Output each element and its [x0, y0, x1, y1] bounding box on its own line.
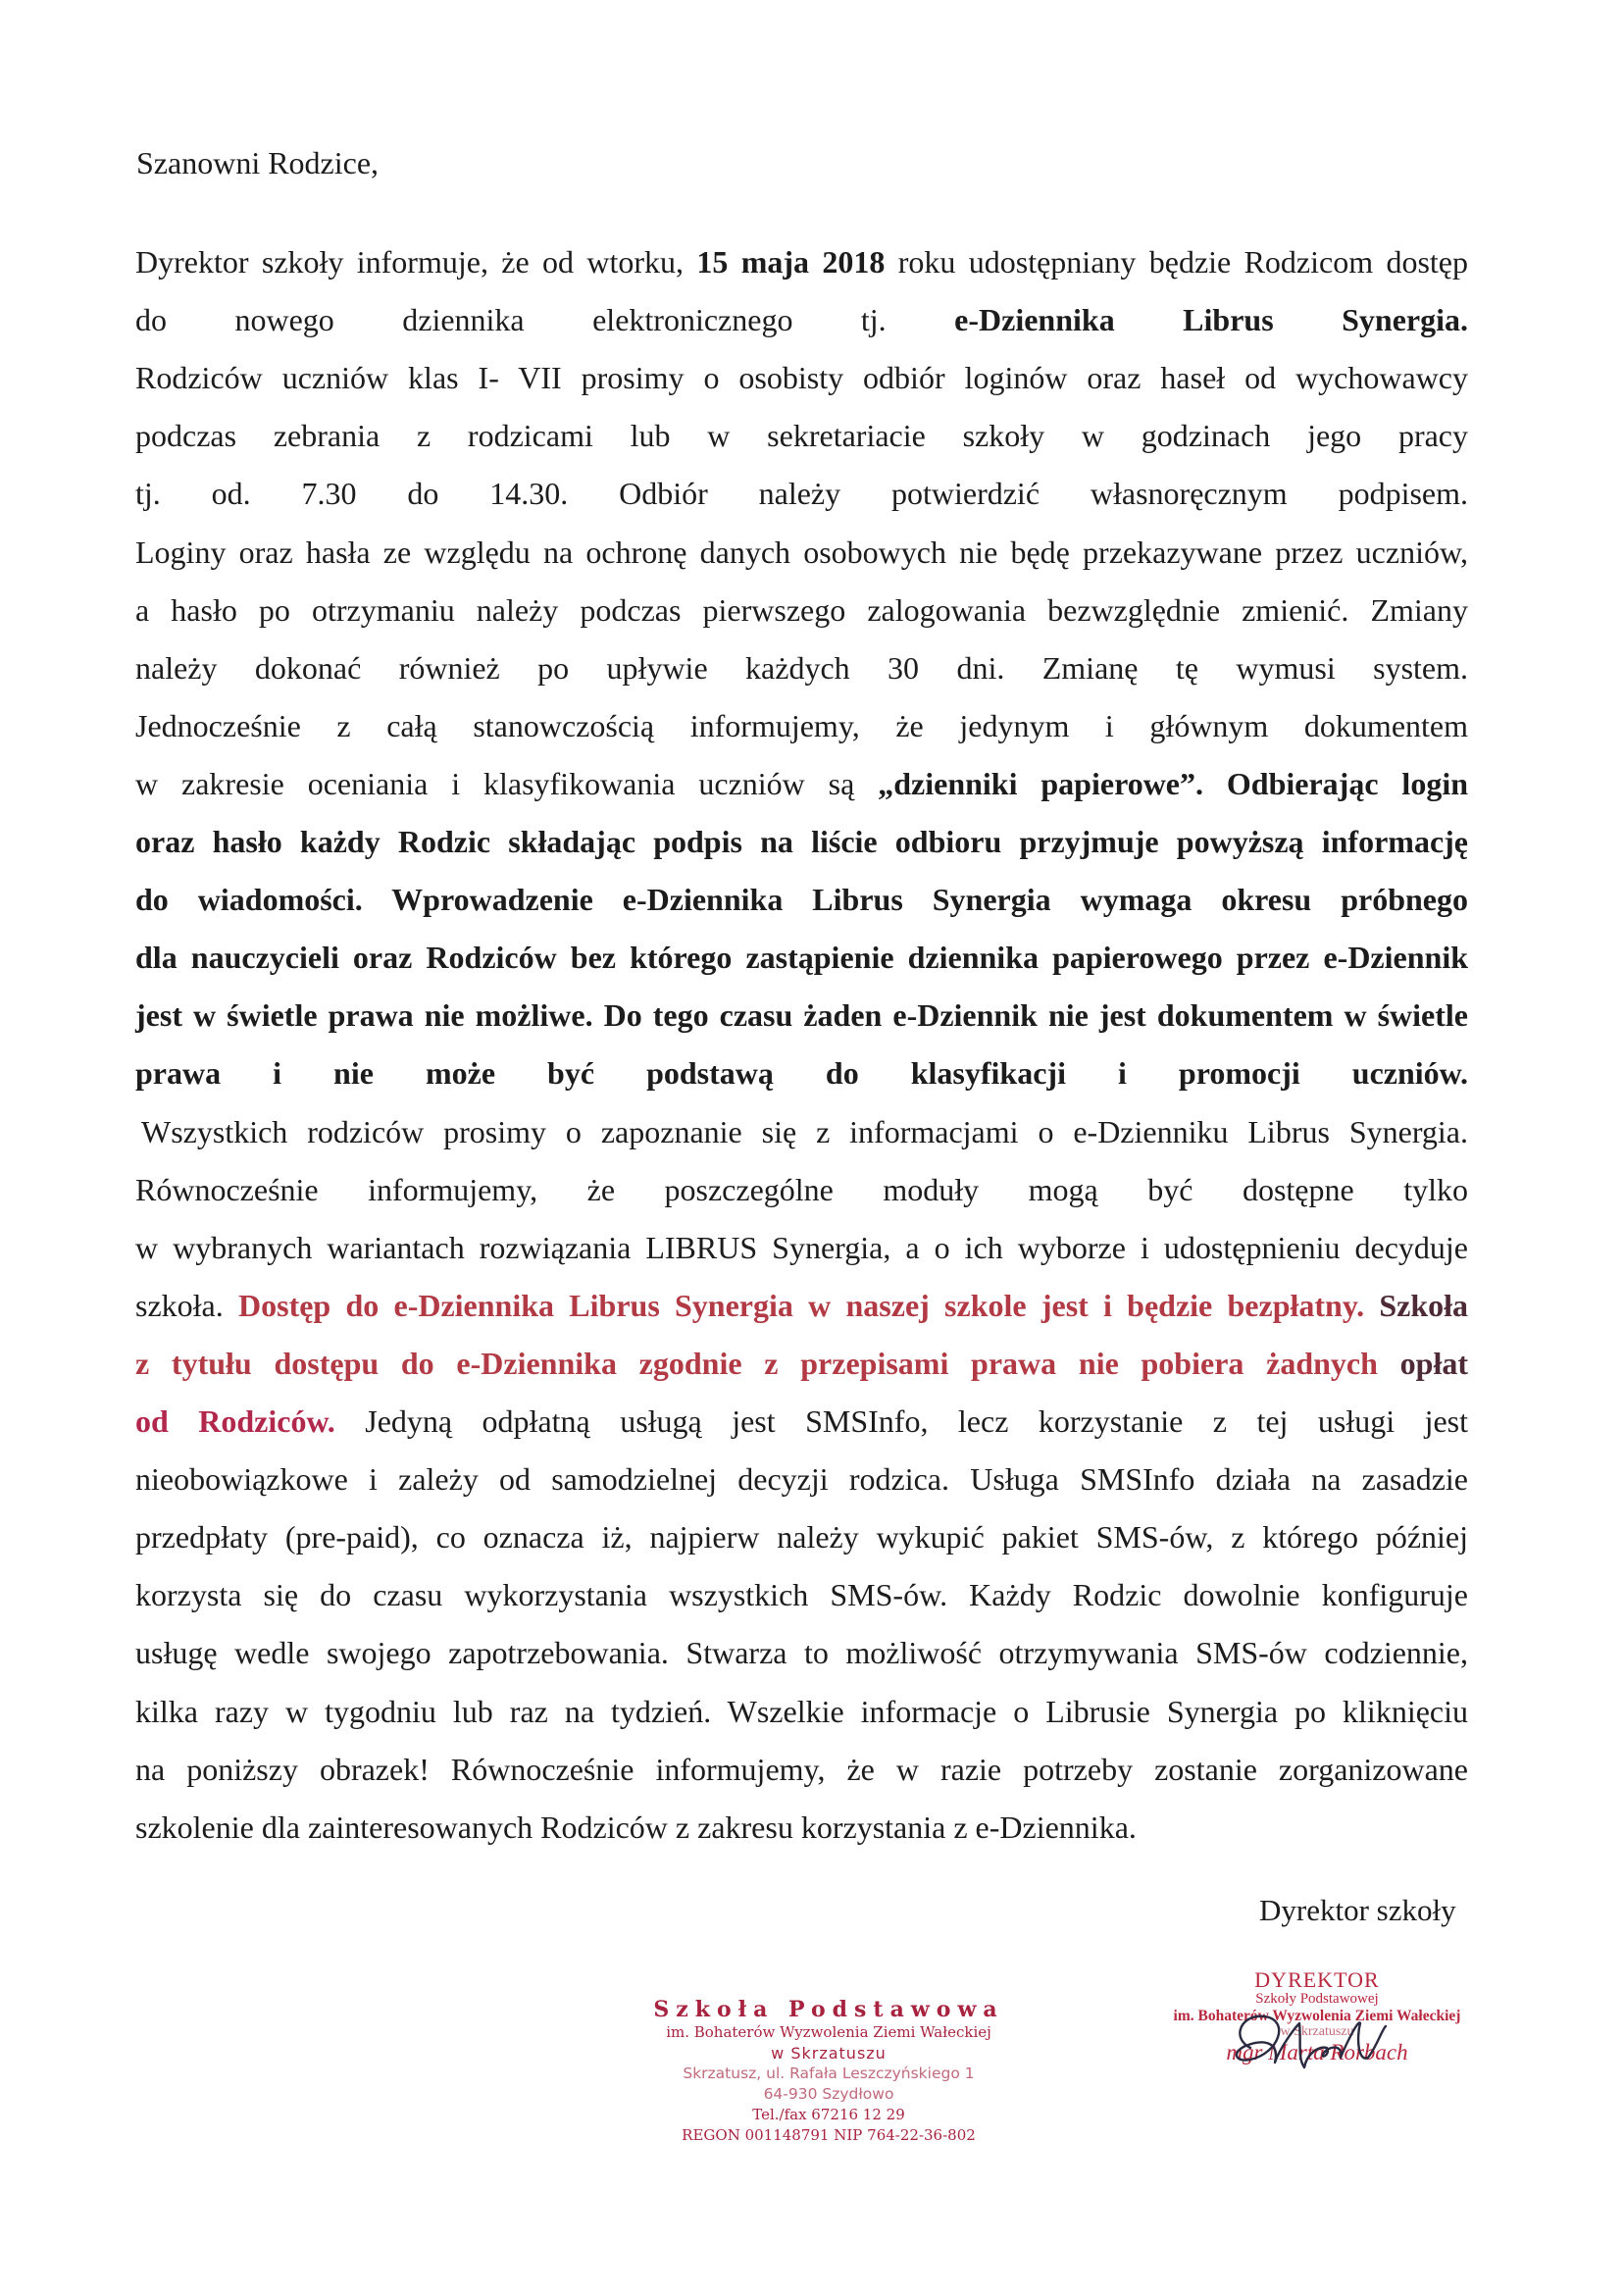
director-stamp-place: w Skrzatuszu	[1280, 2024, 1354, 2039]
bold-text: 15 maja 2018	[696, 244, 886, 280]
text-run: Dyrektor szkoły informuje, że od wtorku,	[135, 244, 697, 280]
letter-line	[135, 880, 1468, 919]
bold-text: do wiadomości. Wprowadzenie e-Dziennika Librus Synergia wymaga okresu próbnego	[135, 882, 1468, 917]
director-stamp-school: Szkoły Podstawowej	[1255, 1991, 1379, 2007]
letter-line	[135, 1750, 1468, 1789]
school-stamp-address: Skrzatusz, ul. Rafała Leszczyńskiego 1	[683, 2065, 975, 2082]
text-run: szkoła.	[135, 1288, 238, 1323]
text-run: w wybranych wariantach rozwiązania LIBRUS Synergia, a o ich wyborze i udostępnieniu decyduje	[135, 1230, 1468, 1265]
text-run: Jedyną odpłatną usługą jest SMSInfo, lecz korzystanie z tej usługi jest	[334, 1403, 1469, 1439]
letter-line	[135, 1228, 1468, 1267]
text-run: Wszystkich rodziców prosimy o zapoznanie się z informacjami o e-Dzienniku Librus Synergia.	[141, 1114, 1468, 1149]
text-run: do nowego dziennika elektronicznego tj.	[135, 302, 955, 337]
text-run: na poniższy obrazek! Równocześnie informujemy, że w razie potrzeby zostanie zorganizowane	[135, 1752, 1468, 1787]
text-run: Rodziców uczniów klas I- VII prosimy o osobisty odbiór loginów oraz haseł od wychowawcy	[135, 360, 1468, 395]
school-stamp-patron: im. Bohaterów Wyzwolenia Ziemi Wałeckiej	[666, 2023, 991, 2041]
handwritten-signature	[1221, 2009, 1417, 2077]
bold-text: prawa i nie może być podstawą do klasyfikacji i promocji uczniów.	[135, 1055, 1468, 1091]
highlighted-text: opłat	[1377, 1346, 1469, 1381]
letter-line	[135, 1808, 1468, 1847]
letter-line	[135, 822, 1468, 861]
letter-line	[135, 1633, 1468, 1672]
school-stamp	[647, 1997, 1010, 2146]
greeting: Szanowni Rodzice,	[136, 145, 380, 180]
text-run: należy dokonać również po upływie każdych 30 dni. Zmianę tę wymusi system.	[135, 650, 1468, 686]
director-stamp-patron: im. Bohaterów Wyzwolenia Ziemi Wałeckiej	[1173, 2008, 1461, 2024]
letter-line	[135, 1459, 1468, 1499]
text-run: szkolenie dla zainteresowanych Rodziców z zakresu korzystania z e-Dziennika.	[135, 1810, 1137, 1845]
letter-line	[135, 1517, 1468, 1556]
director-stamp-title: DYREKTOR	[1254, 1967, 1380, 1992]
text-run: przedpłaty (pre-paid), co oznacza iż, najpierw należy wykupić pakiet SMS-ów, z którego później	[135, 1519, 1468, 1555]
text-run: roku udostępniany będzie Rodzicom dostęp	[885, 244, 1469, 280]
letter-line	[135, 1170, 1468, 1209]
letter-line	[135, 938, 1468, 977]
text-run: usługę wedle swojego zapotrzebowania. Stwarza to możliwość otrzymywania SMS-ów codziennie,	[135, 1635, 1468, 1670]
letter-line	[135, 358, 1468, 397]
director-stamp-name: mgr Marta Rorbach	[1226, 2040, 1408, 2065]
school-stamp-ids: REGON 001148791 NIP 764-22-36-802	[682, 2126, 976, 2144]
letter-line	[135, 1692, 1468, 1731]
letter-line	[135, 648, 1468, 688]
text-run: korzysta się do czasu wykorzystania wszystkich SMS-ów. Każdy Rodzic dowolnie konfiguruje	[135, 1577, 1468, 1612]
text-run: kilka razy w tygodniu lub raz na tydzień. Wszelkie informacje o Librusie Synergia po kliknięciu	[135, 1694, 1468, 1729]
letter-line	[135, 1402, 1468, 1441]
highlighted-text: z tytułu dostępu do e-Dziennika zgodnie z przepisami prawa nie pobiera żadnych	[135, 1346, 1378, 1381]
text-run: w zakresie oceniania i klasyfikowania uczniów są	[135, 766, 879, 801]
text-run: Równocześnie informujemy, że poszczególne moduły mogą być dostępne tylko	[135, 1172, 1468, 1207]
letter-line	[135, 474, 1468, 513]
text-run: a hasło po otrzymaniu należy podczas pierwszego zalogowania bezwzględnie zmienić. Zmiany	[135, 592, 1468, 628]
letter-line	[135, 1112, 1468, 1151]
highlighted-text: od Rodziców.	[135, 1403, 335, 1439]
letter-line	[135, 416, 1468, 455]
text-run: nieobowiązkowe i zależy od samodzielnej decyzji rodzica. Usługa SMSInfo działa na zasadzie	[135, 1461, 1468, 1497]
text-run: tj. od. 7.30 do 14.30. Odbiór należy potwierdzić własnoręcznym podpisem.	[135, 476, 1468, 511]
letter-line	[135, 242, 1468, 281]
letter-line	[135, 706, 1468, 745]
school-stamp-phone: Tel./fax 67216 12 29	[752, 2106, 905, 2123]
letter-line	[135, 533, 1468, 572]
letter-line	[135, 1344, 1468, 1383]
letter-line	[135, 590, 1468, 630]
school-stamp-place: w Skrzatuszu	[771, 2044, 887, 2063]
school-stamp-name: Szkoła Podstawowa	[653, 1997, 1004, 2022]
signature-title: Dyrektor szkoły	[1259, 1893, 1456, 1927]
bold-text: e-Dziennika Librus Synergia.	[954, 302, 1469, 337]
bold-text: dla nauczycieli oraz Rodziców bez którego zastąpienie dziennika papierowego przez e-Dziennik	[135, 940, 1468, 975]
bold-text: jest w świetle prawa nie możliwe. Do tego czasu żaden e-Dziennik nie jest dokumentem w świetle	[135, 997, 1468, 1033]
highlighted-text: Dostęp do e-Dziennika Librus Synergia w naszej szkole jest i będzie bezpłatny.	[238, 1288, 1365, 1323]
letter-line	[135, 300, 1468, 339]
letter-line	[135, 764, 1468, 803]
text-run: Jednocześnie z całą stanowczością informujemy, że jedynym i głównym dokumentem	[135, 708, 1468, 743]
highlighted-text: Szkoła	[1364, 1288, 1469, 1323]
letter-line	[135, 1053, 1468, 1093]
school-stamp-postal: 64-930 Szydłowo	[763, 2085, 894, 2103]
letter-line	[135, 995, 1468, 1035]
text-run: podczas zebrania z rodzicami lub w sekretariacie szkoły w godzinach jego pracy	[135, 418, 1468, 453]
bold-text: „dzienniki papierowe”. Odbierając login	[878, 766, 1469, 801]
letter-line	[135, 1575, 1468, 1614]
bold-text: oraz hasło każdy Rodzic składając podpis na liście odbioru przyjmuje powyższą informację	[135, 824, 1468, 859]
text-run: Loginy oraz hasła ze względu na ochronę danych osobowych nie będę przekazywane przez uczniów,	[135, 535, 1468, 570]
letter-line	[135, 1286, 1468, 1325]
